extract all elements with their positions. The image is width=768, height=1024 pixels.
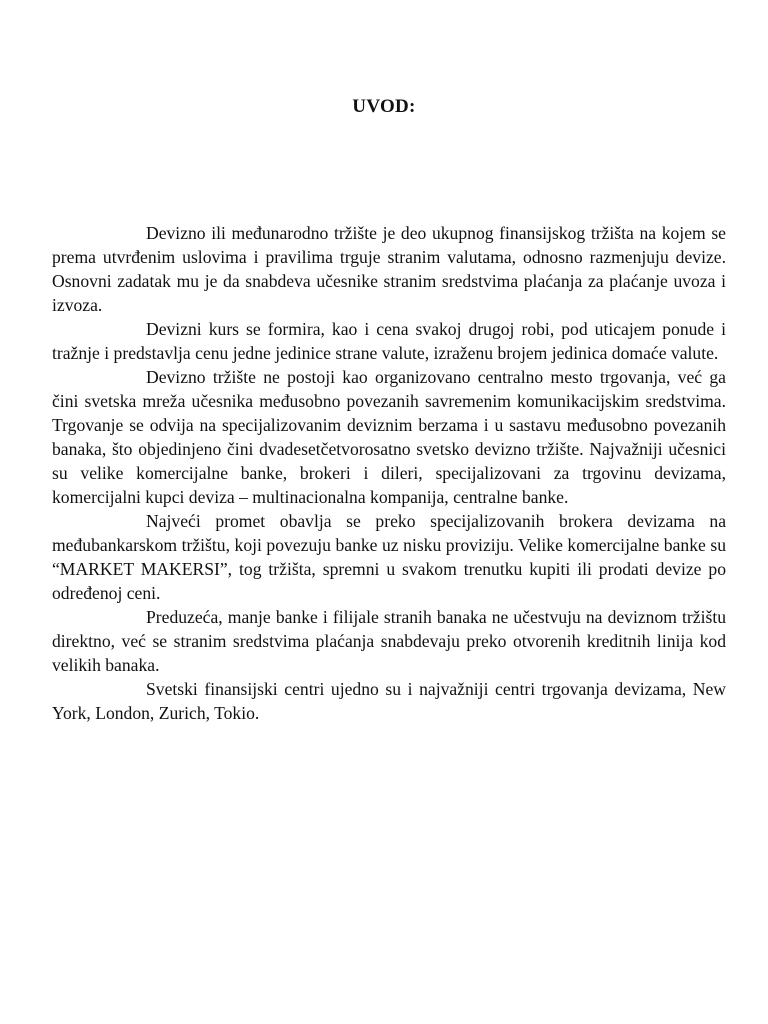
paragraph-1: Devizno ili međunarodno tržište je deo ukupnog finansijskog tržišta na kojem se prema utvrđenim uslovima i pravilima trguje stranim valutama, odnosno razmenjuju devize. Osnovni zadatak mu je da snabdeva učesnike stranim sredstvima plaćanja za plaćanje uvoza i izvoza. [52, 223, 726, 315]
document-body [52, 221, 726, 725]
paragraph-5: Preduzeća, manje banke i filijale stranih banaka ne učestvuju na deviznom tržištu direktno, već se stranim sredstvima plaćanja snabdevaju preko otvorenih kreditnih linija kod velikih banaka. [52, 607, 726, 675]
paragraph-4: Najveći promet obavlja se preko specijalizovanih brokera devizama na međubankarskom tržištu, koji povezuju banke uz nisku proviziju. Velike komercijalne banke su “MARKET MAKERSI”, tog tržišta, spremni u svakom trenutku kupiti ili prodati devize po određenoj ceni. [52, 511, 726, 603]
page-title: UVOD: [352, 96, 416, 117]
paragraph-6: Svetski finansijski centri ujedno su i najvažniji centri trgovanja devizama, New York, London, Zurich, Tokio. [52, 679, 726, 723]
paragraph-2: Devizni kurs se formira, kao i cena svakoj drugoj robi, pod uticajem ponude i tražnje i predstavlja cenu jedne jedinice strane valute, izraženu brojem jedinica domaće valute. [52, 319, 726, 363]
paragraph-3: Devizno tržište ne postoji kao organizovano centralno mesto trgovanja, već ga čini svetska mreža učesnika međusobno povezanih savremenim komunikacijskim sredstvima. Trgovanje se odvija na specijalizovanim deviznim berzama i u sastavu međusobno povezanih banaka, što objedinjeno čini dvadesetčetvorosatno svetsko devizno tržište. Najvažniji učesnici su velike komercijalne banke, brokeri i dileri, specijalizovani za trgovinu devizama, komercijalni kupci deviza – multinacionalna kompanija, centralne banke. [52, 367, 726, 507]
